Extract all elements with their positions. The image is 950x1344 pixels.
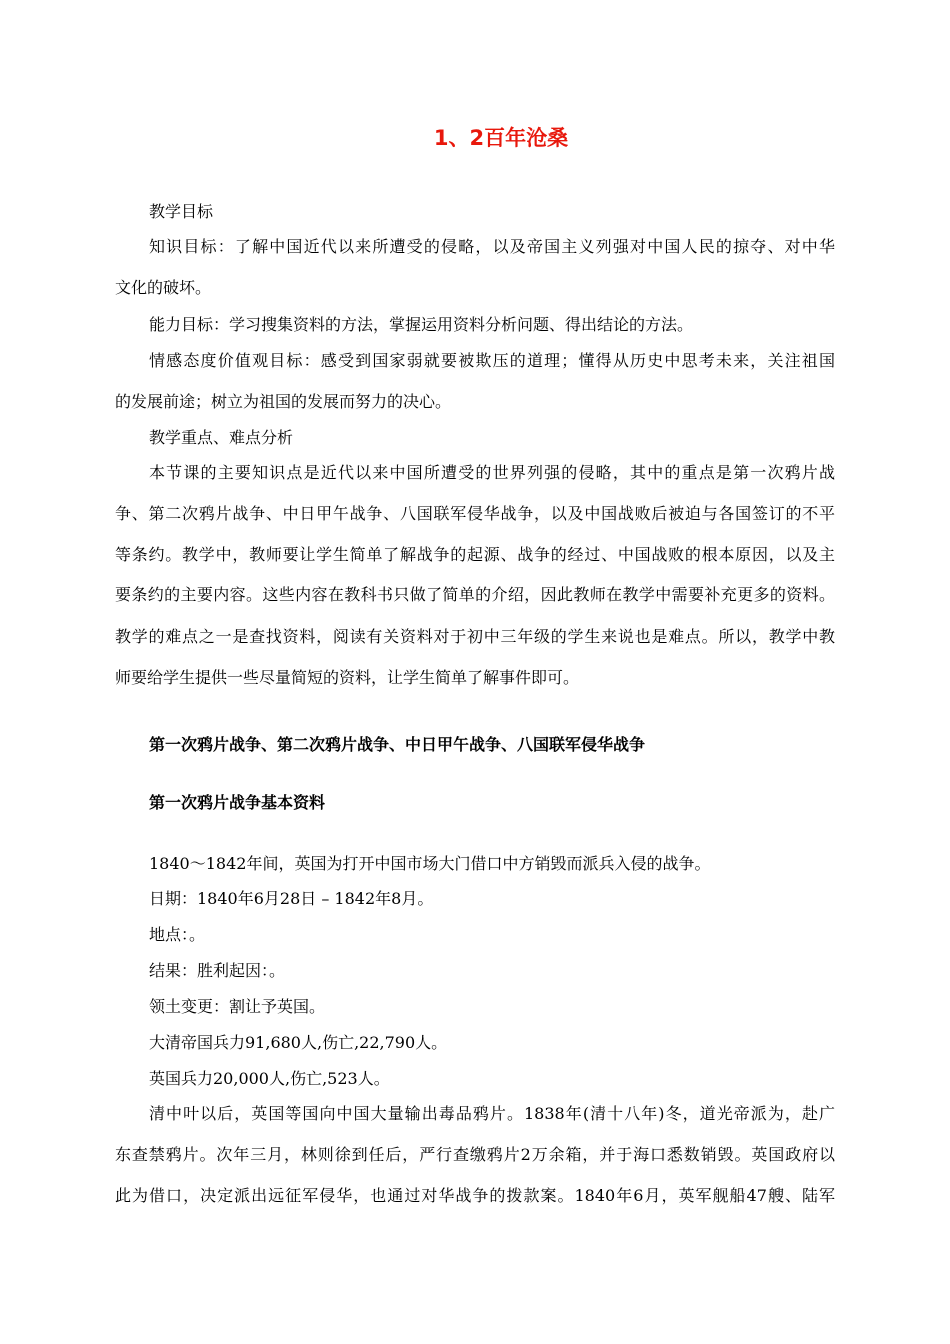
paragraph-line: 要条约的主要内容。这些内容在教科书只做了简单的介绍，因此教师在教学中需要补充更多的资料。 bbox=[115, 585, 835, 604]
fact-line: 领土变更：割让予英国。 bbox=[149, 997, 326, 1016]
fact-line: 日期：1840年6月28日 – 1842年8月。 bbox=[149, 889, 434, 908]
fact-line: 结果：胜利起因：。 bbox=[149, 961, 286, 980]
section-heading-opium-war-basics: 第一次鸦片战争基本资料 bbox=[149, 793, 326, 812]
paragraph-line: 清中叶以后，英国等国向中国大量输出毒品鸦片。1838年(清十八年)冬，道光帝派为，赴广 bbox=[149, 1104, 835, 1123]
section-label-teaching-goals: 教学目标 bbox=[149, 202, 214, 221]
paragraph-line: 文化的破坏。 bbox=[115, 278, 212, 297]
paragraph-line: 知识目标：了解中国近代以来所遭受的侵略，以及帝国主义列强对中国人民的掠夺、对中华 bbox=[149, 237, 835, 256]
paragraph-line: 师要给学生提供一些尽量简短的资料，让学生简单了解事件即可。 bbox=[115, 668, 580, 687]
paragraph-line: 能力目标：学习搜集资料的方法，掌握运用资料分析问题、得出结论的方法。 bbox=[149, 315, 694, 334]
paragraph-line: 等条约。教学中，教师要让学生简单了解战争的起源、战争的经过、中国战败的根本原因，以及主 bbox=[115, 545, 835, 564]
fact-line: 大清帝国兵力91,680人,伤亡,22,790人。 bbox=[149, 1033, 448, 1052]
section-heading-wars: 第一次鸦片战争、第二次鸦片战争、中日甲午战争、八国联军侵华战争 bbox=[149, 735, 646, 754]
fact-line: 地点：。 bbox=[149, 925, 206, 944]
section-label-key-points: 教学重点、难点分析 bbox=[149, 428, 294, 447]
page-title: 1、2百年沧桑 bbox=[433, 126, 569, 150]
paragraph-line: 此为借口，决定派出远征军侵华，也通过对华战争的拨款案。1840年6月，英军舰船47艘、陆军 bbox=[115, 1186, 835, 1205]
paragraph-line: 的发展前途；树立为祖国的发展而努力的决心。 bbox=[115, 392, 452, 411]
paragraph-line: 东查禁鸦片。次年三月，林则徐到任后，严行查缴鸦片2万余箱，并于海口悉数销毁。英国政府以 bbox=[115, 1145, 835, 1164]
paragraph-line: 争、第二次鸦片战争、中日甲午战争、八国联军侵华战争，以及中国战败后被迫与各国签订的不平 bbox=[115, 504, 835, 523]
paragraph-line: 情感态度价值观目标：感受到国家弱就要被欺压的道理；懂得从历史中思考未来，关注祖国 bbox=[149, 351, 835, 370]
paragraph-line: 教学的难点之一是查找资料，阅读有关资料对于初中三年级的学生来说也是难点。所以，教学中教 bbox=[115, 627, 835, 646]
fact-line: 1840～1842年间，英国为打开中国市场大门借口中方销毁而派兵入侵的战争。 bbox=[149, 854, 711, 873]
paragraph-line: 本节课的主要知识点是近代以来中国所遭受的世界列强的侵略，其中的重点是第一次鸦片战 bbox=[149, 463, 835, 482]
fact-line: 英国兵力20,000人,伤亡,523人。 bbox=[149, 1069, 390, 1088]
